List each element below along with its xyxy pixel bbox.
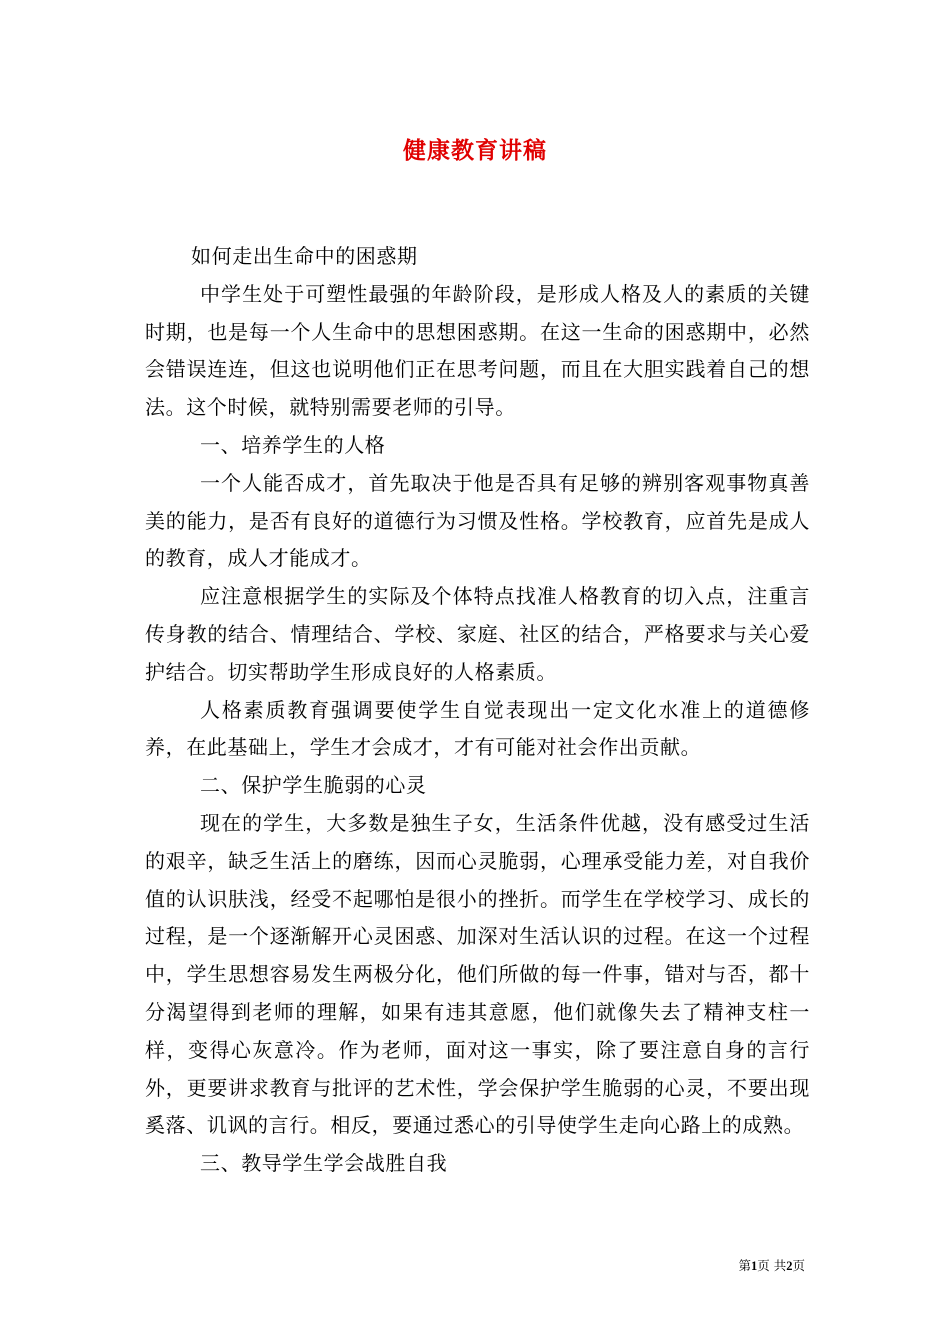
document-subtitle: 如何走出生命中的困惑期 <box>191 244 418 268</box>
section-heading-1: 一、培养学生的人格 <box>200 432 386 457</box>
footer-prefix: 第 <box>738 1258 751 1273</box>
paragraph-intro: 中学生处于可塑性最强的年龄阶段，是形成人格及人的素质的关键时期，也是每一个人生命中的思想困惑期。在这一生命的困惑期中，必然会错误连连，但这也说明他们正在思考问题，而且在大胆实践着自己的想法。这个时候，就特别需要老师的引导。 <box>145 281 810 420</box>
paragraph-section-1-b: 应注意根据学生的实际及个体特点找准人格教育的切入点，注重言传身教的结合、情理结合、学校、家庭、社区的结合，严格要求与关心爱护结合。切实帮助学生形成良好的人格素质。 <box>145 584 810 684</box>
document-body <box>145 238 810 1183</box>
paragraph-section-1-a: 一个人能否成才，首先取决于他是否具有足够的辨别客观事物真善美的能力，是否有良好的道德行为习惯及性格。学校教育，应首先是成人的教育，成人才能成才。 <box>145 470 810 571</box>
paragraph-section-2: 现在的学生，大多数是独生子女，生活条件优越，没有感受过生活的艰辛，缺乏生活上的磨练，因而心灵脆弱，心理承受能力差，对自我价值的认识肤浅，经受不起哪怕是很小的挫折。而学生在学校学习、成长的过程，是一个逐渐解开心灵困惑、加深对生活认识的过程。在这一个过程中，学生思想容易发生两极分化，他们所做的每一件事，错对与否，都十分渴望得到老师的理解，如果有违其意愿，他们就像失去了精神支柱一样，变得心灰意冷。作为老师，面对这一事实，除了要注意自身的言行外，更要讲求教育与批评的艺术性，学会保护学生脆弱的心灵，不要出现奚落、讥讽的言行。相反，要通过悉心的引导使学生走向心路上的成熟。 <box>145 810 810 1138</box>
section-heading-3: 三、教导学生学会战胜自我 <box>200 1151 448 1176</box>
footer-suffix: 页 <box>792 1258 805 1273</box>
footer-total-pages: 2 <box>786 1259 793 1273</box>
section-heading-2: 二、保护学生脆弱的心灵 <box>200 773 427 798</box>
document-title: 健康教育讲稿 <box>403 137 547 164</box>
footer-current-page: 1 <box>751 1259 758 1273</box>
page-number-footer <box>600 1257 805 1275</box>
paragraph-section-1-c: 人格素质教育强调要使学生自觉表现出一定文化水准上的道德修养，在此基础上，学生才会成才，才有可能对社会作出贡献。 <box>145 697 810 760</box>
footer-middle: 页 共 <box>757 1258 787 1273</box>
